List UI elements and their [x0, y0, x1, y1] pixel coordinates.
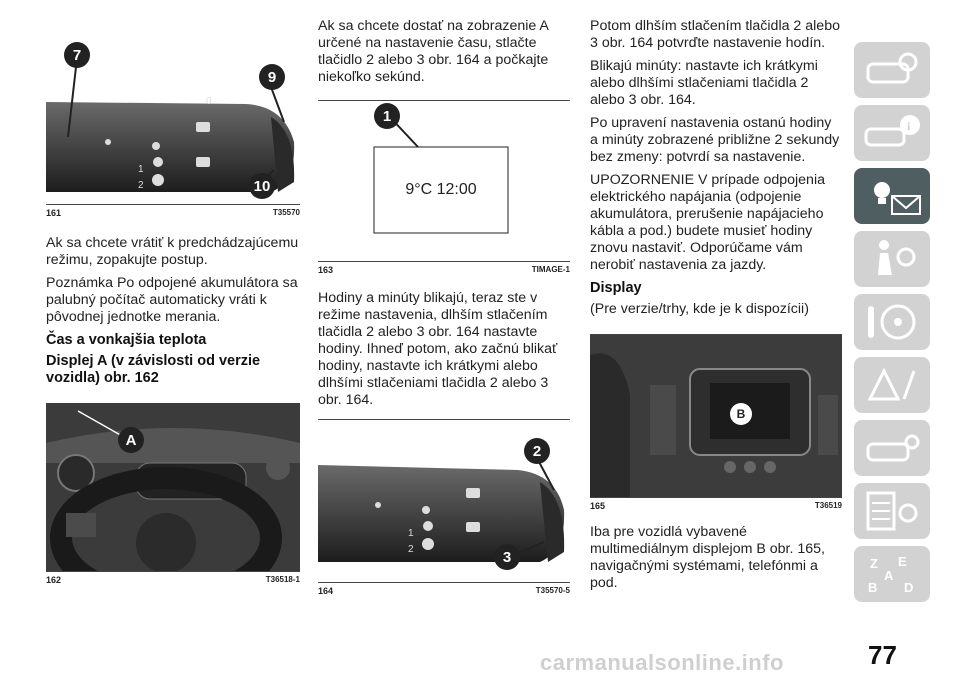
badge-b: B — [730, 403, 752, 425]
checklist-icon — [854, 483, 930, 539]
tab-warning-lights[interactable] — [854, 168, 930, 224]
section-heading: Čas a vonkajšia teplota — [46, 332, 207, 348]
figure-165-multimedia — [590, 335, 842, 497]
figure-code: T35570 — [272, 208, 300, 217]
tab-driving[interactable] — [854, 294, 930, 350]
figure-number: 161 — [46, 208, 62, 218]
svg-text:Z: Z — [870, 556, 878, 571]
tab-safety[interactable] — [854, 231, 930, 287]
paragraph: Iba pre vozidlá vybavené multimediálnym displejom B obr. 165, navigačnými systémami, telefónmi a pod. — [590, 524, 825, 591]
warning-paragraph: UPOZORNENIE V prípade odpojenia elektrického napájania (odpojenie akumulátora, prerušenie napájacieho kábla a pod.) budete musieť hodiny znovu nastaviť. Odporúčame vám nerobiť nastavenia za jazdy. — [590, 172, 825, 273]
badge-10: 10 — [249, 173, 275, 199]
paragraph: (Pre verzie/trhy, kde je k dispozícii) — [590, 301, 809, 317]
badge-3: 3 — [494, 544, 520, 570]
svg-text:D: D — [904, 580, 914, 595]
svg-text:0: 0 — [206, 96, 212, 107]
caption-165 — [590, 498, 842, 514]
caption-161 — [46, 205, 300, 221]
figure-162-dashboard — [46, 403, 300, 571]
tab-service[interactable] — [854, 420, 930, 476]
tab-car-info[interactable] — [854, 105, 930, 161]
paragraph: Po upravení nastavenia ostanú hodiny a minúty zobrazené približne 2 sekundy bez zmeny: potvrdí sa nastavenie. — [590, 115, 840, 165]
figure-number: 165 — [590, 501, 606, 511]
airbag-seat-icon — [854, 231, 930, 287]
car-info-icon — [854, 105, 930, 161]
tab-emergency[interactable] — [854, 357, 930, 413]
warning-light-message-icon — [854, 168, 930, 224]
column-1 — [46, 0, 300, 588]
badge-a: A — [118, 427, 144, 453]
paragraph: Poznámka Po odpojené akumulátora sa palubný počítač automaticky vráti k pôvodnej jednotke merania. — [46, 275, 298, 325]
paragraph: Hodiny a minúty blikajú, teraz ste v režime nastavenia, dlhším stlačením tlačidla 2 alebo 3 obr. 164 nastavte hodiny. Ihneď potom, ako začnú blikať hodiny, nastavte ich krátkymi alebo dlhšími stlačeniami tlačidla 2 alebo 3 obr. 164. — [318, 290, 558, 408]
column-3 — [590, 18, 842, 598]
badge-7: 7 — [64, 42, 90, 68]
svg-text:E: E — [898, 554, 907, 569]
tab-specifications[interactable] — [854, 483, 930, 539]
figure-161-stalk — [46, 42, 300, 204]
figure-code: TIMAGE-1 — [531, 265, 570, 274]
column-2 — [318, 18, 570, 599]
caption-163 — [318, 262, 570, 278]
svg-text:2: 2 — [408, 544, 414, 555]
svg-text:2: 2 — [138, 180, 144, 191]
steering-wheel-tools-icon — [854, 294, 930, 350]
paragraph: Ak sa chcete dostať na zobrazenie A určené na nastavenie času, stlačte tlačidlo 2 alebo 3 obr. 164 a počkajte niekoľko sekúnd. — [318, 18, 549, 85]
badge-2: 2 — [524, 438, 550, 464]
multimedia-illustration — [590, 335, 842, 497]
figure-164-stalk — [318, 420, 570, 582]
figure-163-display — [318, 101, 570, 261]
page-number: 77 — [868, 640, 897, 670]
figure-number: 164 — [318, 586, 334, 596]
caption-164 — [318, 583, 570, 599]
caption-162 — [46, 572, 300, 588]
svg-text:i: i — [907, 119, 911, 133]
tab-index[interactable] — [854, 546, 930, 602]
paragraph: Blikajú minúty: nastavte ich krátkymi alebo dlhšími stlačeniami tlačidla 2 alebo 3 obr. 164. — [590, 58, 818, 108]
figure-code: T36519 — [814, 501, 842, 510]
paragraph: Potom dlhším stlačením tlačidla 2 alebo 3 obr. 164 potvrďte nastavenie hodín. — [590, 18, 840, 51]
car-service-icon — [854, 420, 930, 476]
dashboard-illustration — [46, 403, 300, 571]
svg-text:1: 1 — [408, 528, 414, 539]
section-heading: Display — [590, 280, 642, 296]
svg-text:A: A — [884, 568, 894, 583]
figure-code: T35570-5 — [535, 586, 570, 595]
svg-text:1: 1 — [138, 164, 144, 175]
figure-code: T36518-1 — [265, 575, 300, 584]
display-readout: 9°C 12:00 — [405, 181, 477, 198]
subsection-heading: Displej A (v závislosti od verzie vozidla) obr. 162 — [46, 353, 261, 386]
car-search-icon — [854, 42, 930, 98]
tab-car-search[interactable] — [854, 42, 930, 98]
svg-text:B: B — [868, 580, 878, 595]
paragraph: Ak sa chcete vrátiť k predchádzajúcemu režimu, zopakujte postup. — [46, 235, 299, 268]
road-warning-icon — [854, 357, 930, 413]
badge-9: 9 — [259, 64, 285, 90]
figure-number: 162 — [46, 575, 62, 585]
watermark: carmanualsonline.info — [540, 650, 784, 675]
badge-1: 1 — [374, 103, 400, 129]
chapter-tabs — [854, 42, 930, 609]
figure-number: 163 — [318, 265, 334, 275]
alphabet-index-icon — [854, 546, 930, 602]
